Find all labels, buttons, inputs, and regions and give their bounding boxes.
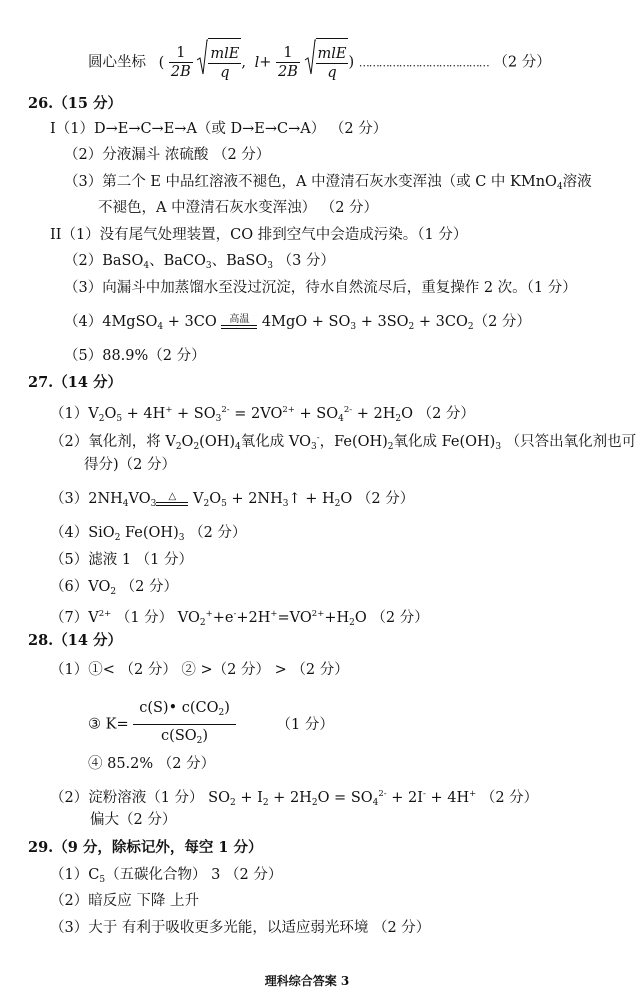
- q29-item2: （2）暗反应 下降 上升: [50, 893, 199, 909]
- q28-item2-cont: 偏大（2 分）: [90, 812, 177, 828]
- q28-item1-part4: ④ 85.2% （2 分）: [88, 756, 216, 772]
- q26-part2-item1: II（1）没有尾气处理装置，CO 排到空气中会造成污染。（1 分）: [50, 227, 468, 243]
- center-coordinate-label: 圆心坐标: [88, 54, 146, 71]
- q26-part1-item2: （2）分液漏斗 浓硫酸 （2 分）: [64, 147, 271, 163]
- fraction-one-over-2b-second: $\frac{1}{2B}$: [278, 45, 298, 80]
- question-29-heading: 29.（9 分，除标记外，每空 1 分）: [28, 839, 263, 856]
- q26-part2-item4: （4）4MgSO$_4$ + 3CO 高温 $4MgO + SO_3 + 3SO_2 + 3CO_2(2$ 分）: [64, 314, 531, 332]
- score: （2 分）: [493, 54, 551, 71]
- q29-item3: （3）大于 有利于吸收更多光能，以适应弱光环境 （2 分）: [50, 920, 431, 936]
- q26-part2-item5: （5）88.9%（2 分）: [64, 348, 206, 364]
- sqrt-mle-over-q: $\frac{\text{mlE}}{q}$: [197, 38, 241, 87]
- q28-item2: （2）淀粉溶液（1 分） $SO_2 + I_2 + 2H_2O = SO_4^{2-} + 2I^- + 4H^+$ （2 分）: [50, 789, 539, 808]
- k-fraction: $\frac{c(S)• c(CO_2)}{c(SO_2)}$: [133, 697, 236, 752]
- fraction-one-over-2b: $\frac{1}{2B}$: [170, 45, 191, 80]
- question-26-heading: 26.（15 分）: [28, 95, 122, 112]
- q29-item1: $(1)C_5$（五碳化合物） 3 （2 分）: [50, 867, 283, 885]
- question-27-heading: 27.（14 分）: [28, 374, 122, 391]
- q27-item2-cont: 得分)（2 分）: [84, 457, 176, 473]
- q27-item4: （4）SiO$_2$ $Fe(OH)_3$ （2 分）: [50, 525, 247, 543]
- top-formula-line: 圆心坐标 ( $\frac{1}{2B}$ $\frac{\text{mlE}}{q}$ , l+ $\frac{1}{2B}$ $\frac{\text{mlE}}{q}$ ) ………………………………… （2 分）: [88, 38, 551, 88]
- q27-item2: （2）氧化剂，将 $V_2O_2(OH)_4$氧化成 $VO_3^-$，$Fe(OH)_2$氧化成 $Fe(OH)_3$ （只答出氧化剂也可: [50, 433, 636, 452]
- high-temp-condition: 高温: [221, 315, 257, 329]
- q28-item1: （1）①< （2 分） ② >（2 分） > （2 分）: [50, 662, 349, 678]
- q27-item6: $(6)VO_2$ （2 分）: [50, 579, 179, 597]
- leader-dots: …………………………………: [358, 56, 489, 70]
- question-28-heading: 28.（14 分）: [28, 632, 122, 649]
- sqrt-mle-over-q-second: $\frac{\text{mlE}}{q}$: [305, 38, 349, 87]
- page-footer: 理科综合答案 3: [264, 974, 350, 988]
- q26-part2-item2: （2）BaSO$_4$、BaCO$_3$、BaSO$_3$ （3 分）: [64, 253, 335, 271]
- q26-part1-item3-cont: 不褪色，A 中澄清石灰水变浑浊） （2 分）: [98, 200, 379, 216]
- q26-part1-item1: I（1）D→E→C→E→A（或 D→E→C→A） （2 分）: [50, 121, 388, 137]
- q27-item3: $(3)2NH_4VO_3$ △ $V_2O_5$ + $2NH_3↑ + H_2O$ （2 分）: [50, 491, 415, 509]
- q27-item5: （5）滤液 1 （1 分）: [50, 552, 194, 568]
- q27-item1: $(1)V_2O_5 + 4H^+ + SO_3^{2-} = 2VO^{2+} + SO_4^{2-} + 2H_2O$ （2 分）: [50, 405, 475, 424]
- q27-item7: $(7)V^{2+}$ （1 分） $VO_2^++e^-+2H^+=VO^{2+}+H_2O$ （2 分）: [50, 609, 429, 628]
- heat-condition: △: [156, 492, 188, 506]
- q28-equilibrium-constant: ③ K= $\frac{c(S)• c(CO_2)}{c(SO_2)}$ （1 分）: [88, 697, 334, 752]
- q26-part1-item3: （3）第二个 E 中品红溶液不褪色，A 中澄清石灰水变浑浊（或 C 中 KMnO$_4$溶液: [64, 174, 592, 192]
- q26-part2-item3: （3）向漏斗中加蒸馏水至没过沉淀，待水自然流尽后，重复操作 2 次。（1 分）: [64, 280, 577, 296]
